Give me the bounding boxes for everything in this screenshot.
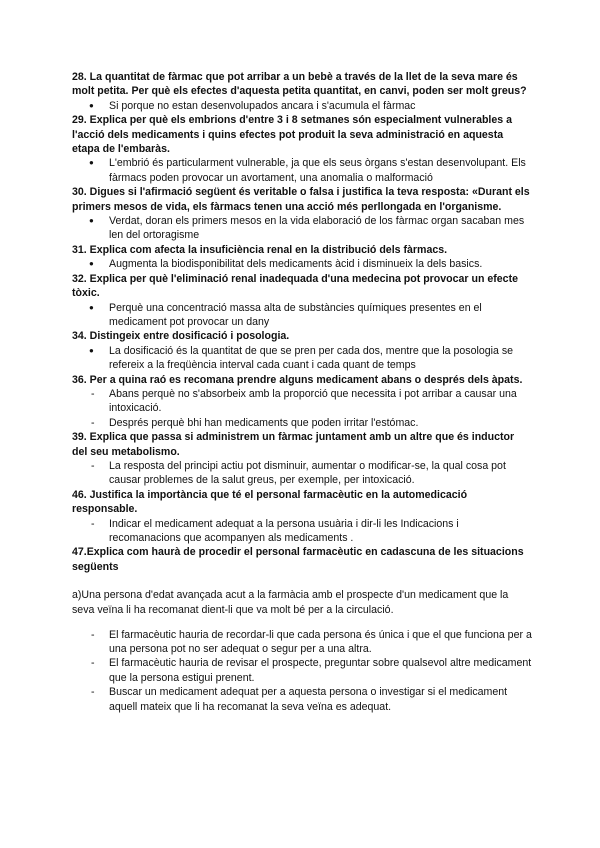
question-31 (72, 243, 532, 272)
answer-list (72, 99, 532, 113)
case-intro: a)Una persona d'edat avançada acut a la farmàcia amb el prospecte d'un medicament que la seva veïna li ha recomanat dient-li que va molt bé per a la circulació. (72, 589, 509, 616)
question-title: 36. Per a quina raó es recomana prendre alguns medicament abans o després dels àpats. (72, 373, 523, 386)
answer-item: ● Perquè una concentració massa alta de substàncies químiques presentes en el medicament pot provocar un dany (72, 301, 532, 330)
question-29 (72, 113, 532, 185)
question-47 (72, 545, 532, 574)
question-title: 39. Explica que passa si administrem un fàrmac juntament amb un altre que és inductor del seu metabolismo. (72, 431, 515, 458)
answer-item: ● Si porque no estan desenvolupados ancara i s'acumula el fàrmac (72, 99, 532, 113)
answer-item: - Abans perquè no s'absorbeix amb la proporció que necessita i pot arribar a causar una intoxicació. (72, 387, 532, 416)
answer-list (72, 628, 532, 714)
question-39 (72, 430, 532, 488)
answer-list (72, 156, 532, 185)
question-title: 32. Explica per què l'eliminació renal inadequada d'una medecina pot provocar un efecte tòxic. (72, 272, 518, 300)
answer-item: - Després perquè bhi han medicaments que poden irritar l'estómac. (72, 416, 532, 430)
question-30 (72, 185, 532, 243)
answer-list (72, 387, 532, 430)
answer-list (72, 459, 532, 488)
answer-item: - La resposta del principi actiu pot disminuir, aumentar o modificar-se, la qual cosa pot causar problemes de la salut greus, per exemple, per intoxicació. (72, 459, 532, 488)
answer-item: ● Augmenta la biodisponibilitat dels medicaments àcid i disminueix la dels basics. (72, 257, 532, 271)
question-46 (72, 488, 532, 546)
document-page (72, 70, 532, 714)
answer-item: ● L'embrió és particularment vulnerable, ja que els seus òrgans s'estan desenvolupant. Els fàrmacs poden provocar un avortament, una anomalia o malformació (72, 156, 532, 185)
answer-item: - Indicar el medicament adequat a la persona usuària i dir-li les Indicacions i recomanacions que acompanyen als medicaments . (72, 517, 532, 546)
case-a (72, 588, 532, 714)
answer-item: - Buscar un medicament adequat per a aquesta persona o investigar si el medicament aquell mateix que li ha recomanat la seva veïna es adequat. (72, 685, 532, 714)
question-title: 29. Explica per què els embrions d'entre 3 i 8 setmanes són especialment vulnerables a l'acció dels medicaments i quins efectes pot produit la seva administració en aquesta etapa de l'embaràs. (72, 114, 512, 156)
question-title: 30. Digues si l'afirmació següent és veritable o falsa i justifica la teva resposta: «Durant els primers mesos de vida, els fàrmacs tenen una acció més perllongada en l'organisme. (72, 186, 530, 213)
answer-list (72, 301, 532, 330)
question-title: 46. Justifica la importància que té el personal farmacèutic en la automedicació responsable. (72, 488, 468, 516)
answer-list (72, 517, 532, 546)
answer-item: ● Verdat, doran els primers mesos en la vida elaboració de los fàrmac organ sacaban mes len del ortoragisme (72, 214, 532, 243)
question-title: 47.Explica com haurà de procedir el personal farmacèutic en cadascuna de les situacions següents (72, 546, 524, 573)
answer-list (72, 344, 532, 373)
question-34 (72, 329, 532, 372)
answer-list (72, 257, 532, 271)
question-28 (72, 70, 532, 113)
answer-item: - El farmacèutic hauria de revisar el prospecte, preguntar sobre qualsevol altre medicament que la persona estigui prenent. (72, 656, 532, 685)
answer-item: - El farmacèutic hauria de recordar-li que cada persona és única i que el que funciona per a una persona pot no ser adequat o segur per a una altra. (72, 628, 532, 657)
answer-list (72, 214, 532, 243)
question-36 (72, 373, 532, 431)
question-title: 31. Explica com afecta la insuficiència renal en la distribució dels fàrmacs. (72, 243, 448, 256)
question-title: 34. Distingeix entre dosificació i posologia. (72, 330, 290, 343)
question-title: 28. La quantitat de fàrmac que pot arribar a un bebè a través de la llet de la seva mare és molt petita. Per què els efectes d'aquesta petita quantitat, en canvi, poden ser molt greus? (72, 71, 527, 98)
question-32 (72, 272, 532, 330)
answer-item: ● La dosificació és la quantitat de que se pren per cada dos, mentre que la posologia se refereix a la freqüència interval cada cuant i cada quant de temps (72, 344, 532, 373)
